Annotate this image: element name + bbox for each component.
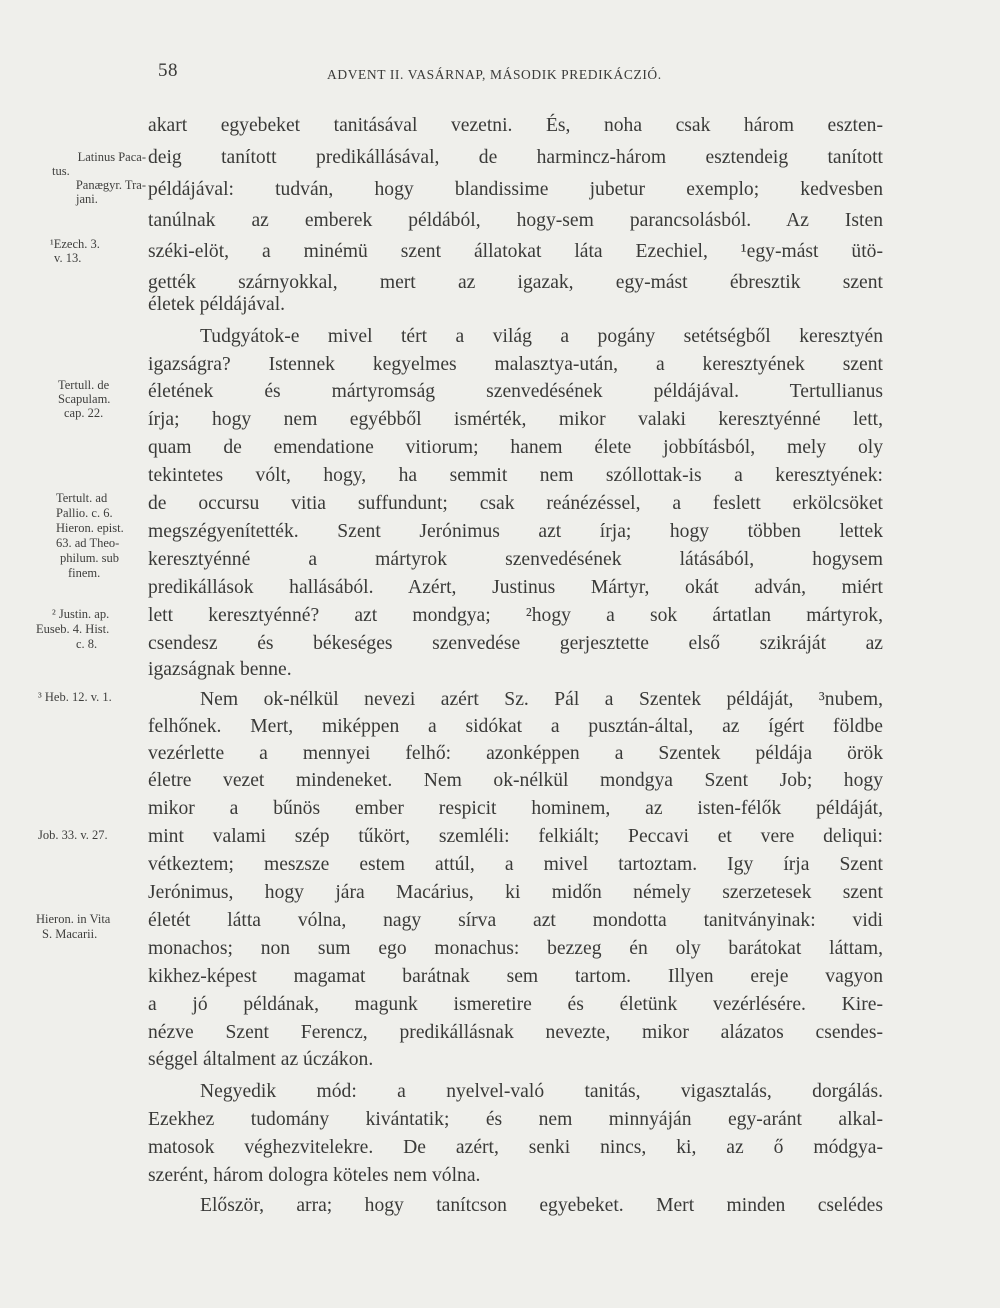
text-line: de occursu vitia suffundunt; csak reánézéssel, a feslett erkölcsöket	[148, 493, 883, 514]
text-line: szerént, három dologra köteles nem vólna.	[148, 1165, 481, 1186]
running-head: ADVENT II. VASÁRNAP, MÁSODIK PREDIKÁCZIÓ.	[327, 67, 662, 82]
text-line: vezérlette a mennyei felhő: azonképpen a Szentek példája örök	[148, 743, 883, 764]
text-line: életének és mártyromság szenvedésének példájával. Tertullianus	[148, 381, 883, 402]
margin-note-line: Latinus Paca-	[77, 150, 146, 164]
text-line: quam de emendatione vitiorum; hanem élete jobbításból, mely oly	[148, 437, 883, 458]
text-line: deig tanított predikállásával, de harmincz-három esztendeig tanított	[148, 147, 883, 168]
margin-note	[36, 607, 156, 652]
text-line: matosok véghezvitelekre. De azért, senki nincs, ki, az ő módgya-	[148, 1137, 883, 1158]
text-line: igazságra? Istennek kegyelmes malasztya-után, a keresztyének szent	[148, 354, 883, 375]
margin-note-line: Tertull. de	[58, 378, 110, 392]
text-line: séggel általment az úczákon.	[148, 1049, 374, 1070]
text-line: mint valami szép tűkört, szemléli: felkiált; Peccavi et vere deliqui:	[148, 826, 883, 847]
margin-note	[58, 378, 168, 420]
text-line: Jerónimus, hogy jára Macárius, ki midőn némely szerzetesek szent	[148, 882, 883, 903]
margin-note-line: philum. sub	[60, 551, 120, 565]
text-line: mikor a bűnös ember respicit hominem, az isten-félők példáját,	[148, 798, 883, 819]
margin-note-line: c. 8.	[76, 637, 98, 651]
margin-note-line: ³ Heb. 12. v. 1.	[38, 690, 112, 704]
text-line: széki-elöt, a minémü szent állatokat láta Ezechiel, ¹egy-mást ütö-	[148, 241, 883, 262]
margin-note-line: Tertult. ad	[56, 491, 108, 505]
margin-note	[36, 150, 146, 206]
text-line: Nem ok-nélkül nevezi azért Sz. Pál a Szentek példáját, ³nubem,	[200, 689, 883, 710]
text-line: kikhez-képest magamat barátnak sem tartom. Illyen ereje vagyon	[148, 966, 883, 987]
margin-note	[38, 690, 148, 704]
margin-note-line: cap. 22.	[64, 406, 104, 420]
text-line: igazságnak benne.	[148, 659, 292, 680]
text-line: csendesz és békeséges szenvedése gerjesztette első szikráját az	[148, 633, 883, 654]
text-line: gették szárnyokkal, mert az igazak, egy-mást ébresztik szent	[148, 272, 883, 293]
margin-note-line: Pallio. c. 6.	[56, 506, 113, 520]
text-line: Először, arra; hogy tanítcson egyebeket. Mert minden cselédes	[200, 1195, 883, 1216]
text-line: életre vezet mindeneket. Nem ok-nélkül mondgya Szent Job; hogy	[148, 770, 883, 791]
text-line: példájával: tudván, hogy blandissime jubetur exemplo; kedvesben	[148, 179, 883, 200]
margin-note-line: Hieron. in Vita	[36, 912, 111, 926]
margin-note	[50, 237, 160, 265]
text-line: életek példájával.	[148, 294, 286, 315]
text-line: megszégyenítették. Szent Jerónimus azt írja; hogy többen lettek	[148, 521, 883, 542]
margin-note-line: jani.	[76, 192, 98, 206]
text-line: vétkeztem; meszsze estem attúl, a mivel tartoztam. Igy írja Szent	[148, 854, 883, 875]
text-line: írja; hogy nem egyébből ismérték, mikor valaki keresztyénné lett,	[148, 409, 883, 430]
margin-note-line: S. Macarii.	[42, 927, 98, 941]
margin-note	[56, 491, 166, 581]
text-line: tanúlnak az emberek példából, hogy-sem parancsolásból. Az Isten	[148, 210, 883, 231]
margin-note-line: Hieron. epist.	[56, 521, 124, 535]
text-line: predikállások hallásából. Azért, Justinus Mártyr, okát adván, miért	[148, 577, 883, 598]
text-line: Ezekhez tudomány kivántatik; és nem minnyáján egy-aránt alkal-	[148, 1109, 883, 1130]
text-line: Negyedik mód: a nyelvel-való tanitás, vigasztalás, dorgálás.	[200, 1081, 883, 1102]
margin-note	[38, 828, 148, 842]
margin-note-line: v. 13.	[54, 251, 82, 265]
text-line: tekintetes vólt, hogy, ha semmit nem szóllottak-is a keresztyének:	[148, 465, 883, 486]
text-line: nézve Szent Ferencz, predikállásnak nevezte, mikor alázatos csendes-	[148, 1022, 883, 1043]
page-number: 58	[158, 60, 178, 81]
margin-note-line: Job. 33. v. 27.	[38, 828, 108, 842]
text-line: a jó példának, magunk ismeretire és életünk vezérlésére. Kire-	[148, 994, 883, 1015]
margin-note-line: Panægyr. Tra-	[75, 178, 146, 192]
text-line: monachos; non sum ego monachus: bezzeg én oly barátokat láttam,	[148, 938, 883, 959]
margin-note-line: ² Justin. ap.	[52, 607, 110, 621]
text-line: Tudgyátok-e mivel tért a világ a pogány setétségből keresztyén	[200, 326, 883, 347]
text-line: lett keresztyénné? azt mondgya; ²hogy a sok ártatlan mártyrok,	[148, 605, 883, 626]
margin-note-line: Euseb. 4. Hist.	[36, 622, 110, 636]
margin-note	[36, 912, 146, 942]
margin-note-line: finem.	[68, 566, 101, 580]
margin-note-line: Scapulam.	[58, 392, 111, 406]
text-line: keresztyénné a mártyrok szenvedésének látásából, hogysem	[148, 549, 883, 570]
margin-note-line: tus.	[52, 164, 70, 178]
text-line: életét látta vólna, nagy sírva azt mondotta tanitványinak: vidi	[148, 910, 883, 931]
margin-note-line: ¹Ezech. 3.	[50, 237, 100, 251]
text-line: akart egyebeket tanitásával vezetni. És, noha csak három eszten-	[148, 115, 883, 136]
margin-note-line: 63. ad Theo-	[56, 536, 120, 550]
text-line: felhőnek. Mert, miképpen a sidókat a pusztán-által, az ígért földbe	[148, 716, 883, 737]
